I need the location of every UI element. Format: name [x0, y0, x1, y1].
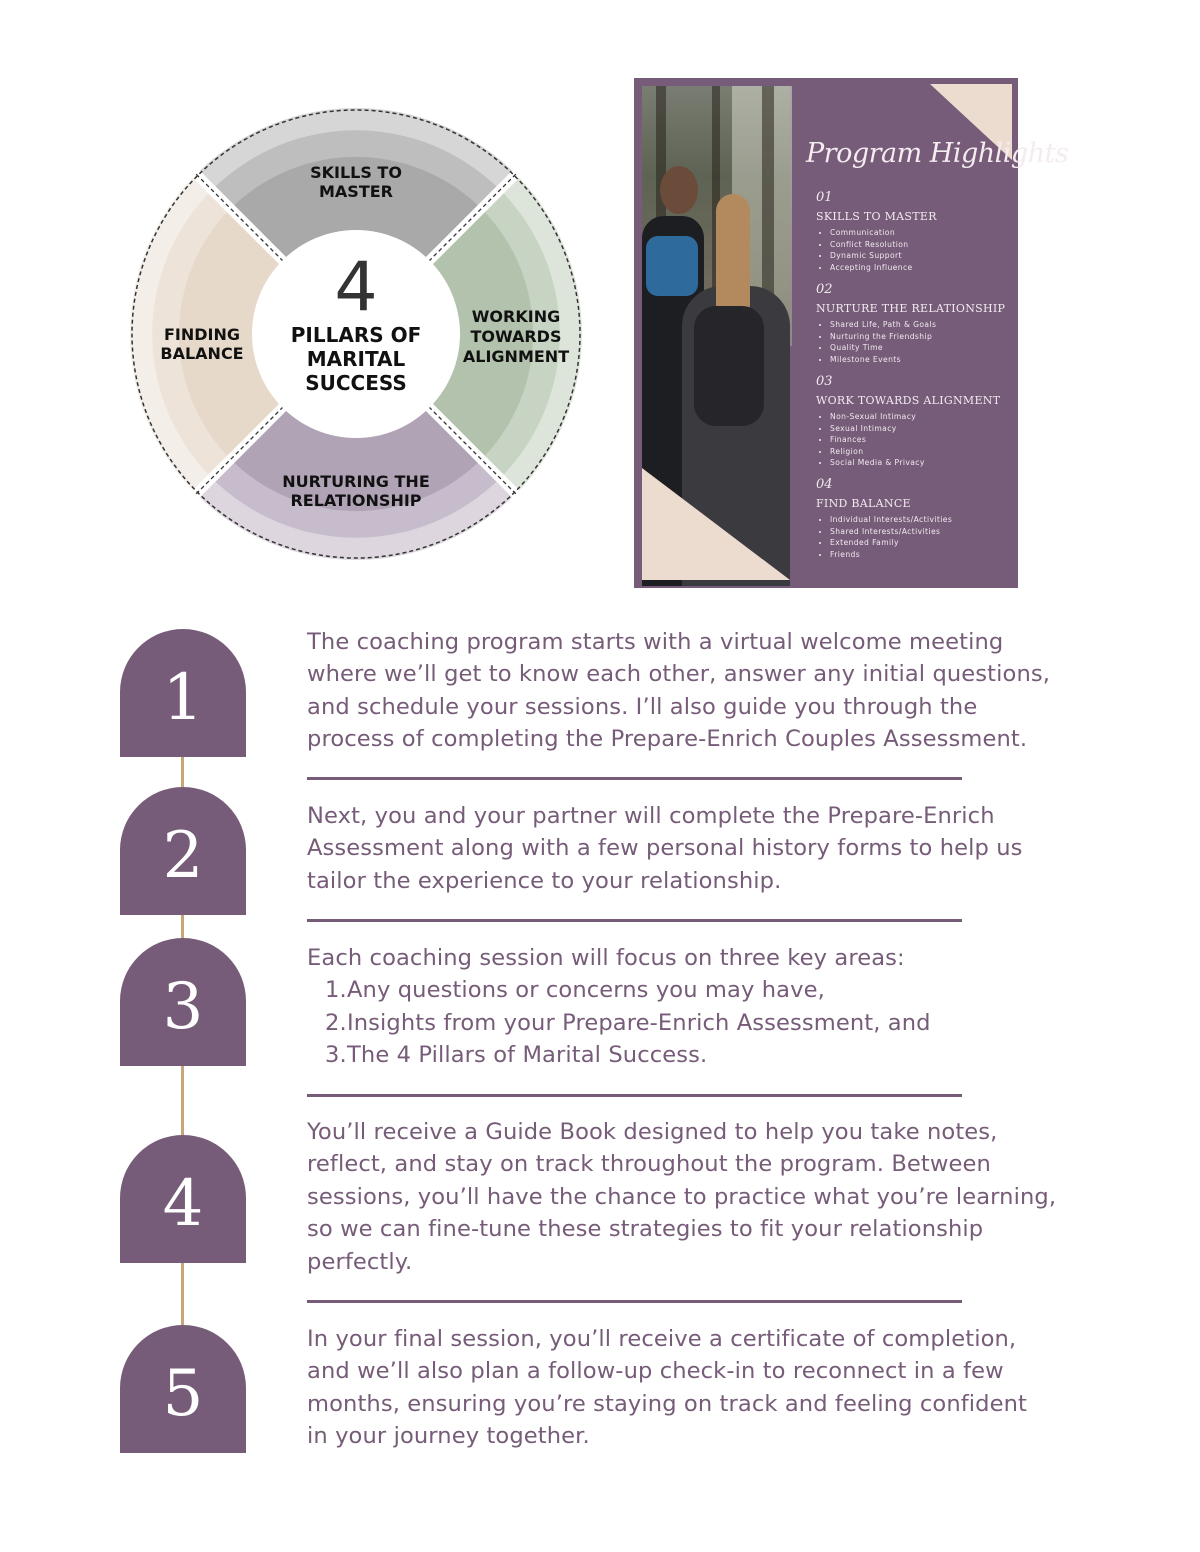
list-item: • Dynamic Support — [830, 250, 1012, 262]
list-item: • Shared Interests/Activities — [830, 526, 1012, 538]
list-item: • Quality Time — [830, 342, 1012, 354]
wheel-top-label-2: MASTER — [319, 182, 393, 201]
couple-hiking-photo — [642, 86, 790, 580]
program-highlights-title: Program Highlights — [806, 138, 1069, 169]
text-line: The coaching program starts with a virtual welcome meeting — [307, 629, 1004, 655]
list-number: 1. — [325, 977, 347, 1004]
list-item: • Social Media & Privacy — [830, 457, 1012, 469]
wheel-center-line-3: SUCCESS — [305, 371, 407, 395]
list-item — [325, 974, 1107, 1006]
step-2-text — [307, 800, 1107, 897]
list-item: • Nurturing the Friendship — [830, 331, 1012, 343]
list-item: • Accepting Influence — [830, 262, 1012, 274]
text-line: and schedule your sessions. I’ll also guide you through the — [307, 693, 978, 720]
list-item: • Finances — [830, 434, 1012, 446]
wheel-left-label-2: BALANCE — [160, 344, 244, 363]
highlight-section-1 — [816, 190, 1012, 273]
step-badge-3: 3 — [120, 938, 246, 1066]
text-line: In your final session, you’ll receive a certificate of completion, — [307, 1326, 1017, 1352]
focus-areas-list — [307, 974, 1107, 1071]
list-item: • Sexual Intimacy — [830, 423, 1012, 435]
list-item: • Communication — [830, 227, 1012, 239]
step-divider — [307, 1300, 962, 1303]
step-badge-5: 5 — [120, 1325, 246, 1453]
list-item — [325, 1039, 1107, 1071]
text-line: reflect, and stay on track throughout the program. Between — [307, 1151, 991, 1178]
text-line: so we can fine-tune these strategies to fit your relationship — [307, 1216, 984, 1243]
text-line: You’ll receive a Guide Book designed to help you take notes, — [307, 1119, 998, 1145]
wheel-center-number: 4 — [334, 248, 378, 327]
list-item: • Milestone Events — [830, 354, 1012, 366]
wheel-right-label-2: TOWARDS — [470, 327, 562, 346]
list-item: • Shared Life, Path & Goals — [830, 319, 1012, 331]
text-line: tailor the experience to your relationship. — [307, 867, 782, 894]
text-line: sessions, you’ll have the chance to practice what you’re learning, — [307, 1183, 1057, 1210]
text-line: perfectly. — [307, 1248, 413, 1275]
step-divider — [307, 777, 962, 780]
wheel-left-label-1: FINDING — [163, 325, 241, 344]
section-heading: SKILLS TO MASTER — [816, 210, 937, 223]
step-divider — [307, 1094, 962, 1097]
text-line: Assessment along with a few personal history forms to help us — [307, 835, 1023, 862]
list-text: Insights from your Prepare-Enrich Assessment, and — [347, 1009, 931, 1036]
wheel-top-label-1: SKILLS TO — [310, 163, 402, 182]
list-item: • Religion — [830, 446, 1012, 458]
list-text: The 4 Pillars of Marital Success. — [347, 1042, 708, 1069]
list-text: Any questions or concerns you may have, — [347, 977, 825, 1004]
section-heading: NURTURE THE RELATIONSHIP — [816, 302, 1006, 315]
list-item: • Friends — [830, 549, 1012, 561]
step-4-text — [307, 1116, 1107, 1278]
section-heading: WORK TOWARDS ALIGNMENT — [816, 394, 1001, 407]
wheel-right-label-3: ALIGNMENT — [462, 347, 570, 366]
section-number: 01 — [816, 190, 833, 205]
text-line: process of completing the Prepare-Enrich Couples Assessment. — [307, 726, 1028, 753]
text-line: months, ensuring you’re staying on track and feeling confident — [307, 1390, 1027, 1417]
text-line: and we’ll also plan a follow-up check-in to reconnect in a few — [307, 1358, 1004, 1385]
step-badge-1: 1 — [120, 629, 246, 757]
section-heading: FIND BALANCE — [816, 497, 911, 510]
step-badge-2: 2 — [120, 787, 246, 915]
highlight-section-2 — [816, 282, 1012, 365]
section-number: 03 — [816, 374, 833, 389]
step-3-text — [307, 942, 1107, 1072]
highlight-section-4 — [816, 477, 1012, 560]
list-item: • Conflict Resolution — [830, 239, 1012, 251]
section-number: 04 — [816, 477, 833, 492]
step-badge-4: 4 — [120, 1135, 246, 1263]
list-number: 2. — [325, 1009, 347, 1036]
four-pillars-wheel — [130, 108, 582, 560]
text-line: where we’ll get to know each other, answer any initial questions, — [307, 661, 1051, 688]
step-1-text — [307, 626, 1107, 756]
list-item — [325, 1007, 1107, 1039]
wheel-center-line-2: MARITAL — [306, 347, 406, 371]
list-item: • Non-Sexual Intimacy — [830, 411, 1012, 423]
wheel-bottom-label-2: RELATIONSHIP — [290, 491, 422, 510]
highlight-section-3 — [816, 374, 1012, 469]
list-item: • Individual Interests/Activities — [830, 514, 1012, 526]
list-item: • Extended Family — [830, 537, 1012, 549]
text-line: Next, you and your partner will complete the Prepare-Enrich — [307, 803, 995, 829]
wheel-bottom-label-1: NURTURING THE — [282, 472, 430, 491]
section-number: 02 — [816, 282, 833, 297]
step-divider — [307, 919, 962, 922]
wheel-center-line-1: PILLARS OF — [290, 323, 422, 347]
list-number: 3. — [325, 1042, 347, 1069]
wheel-right-label-1: WORKING — [471, 307, 561, 326]
program-highlights-card — [634, 78, 1069, 588]
step-5-text — [307, 1323, 1107, 1453]
text-line: Each coaching session will focus on three key areas: — [307, 945, 905, 971]
text-line: in your journey together. — [307, 1423, 590, 1450]
